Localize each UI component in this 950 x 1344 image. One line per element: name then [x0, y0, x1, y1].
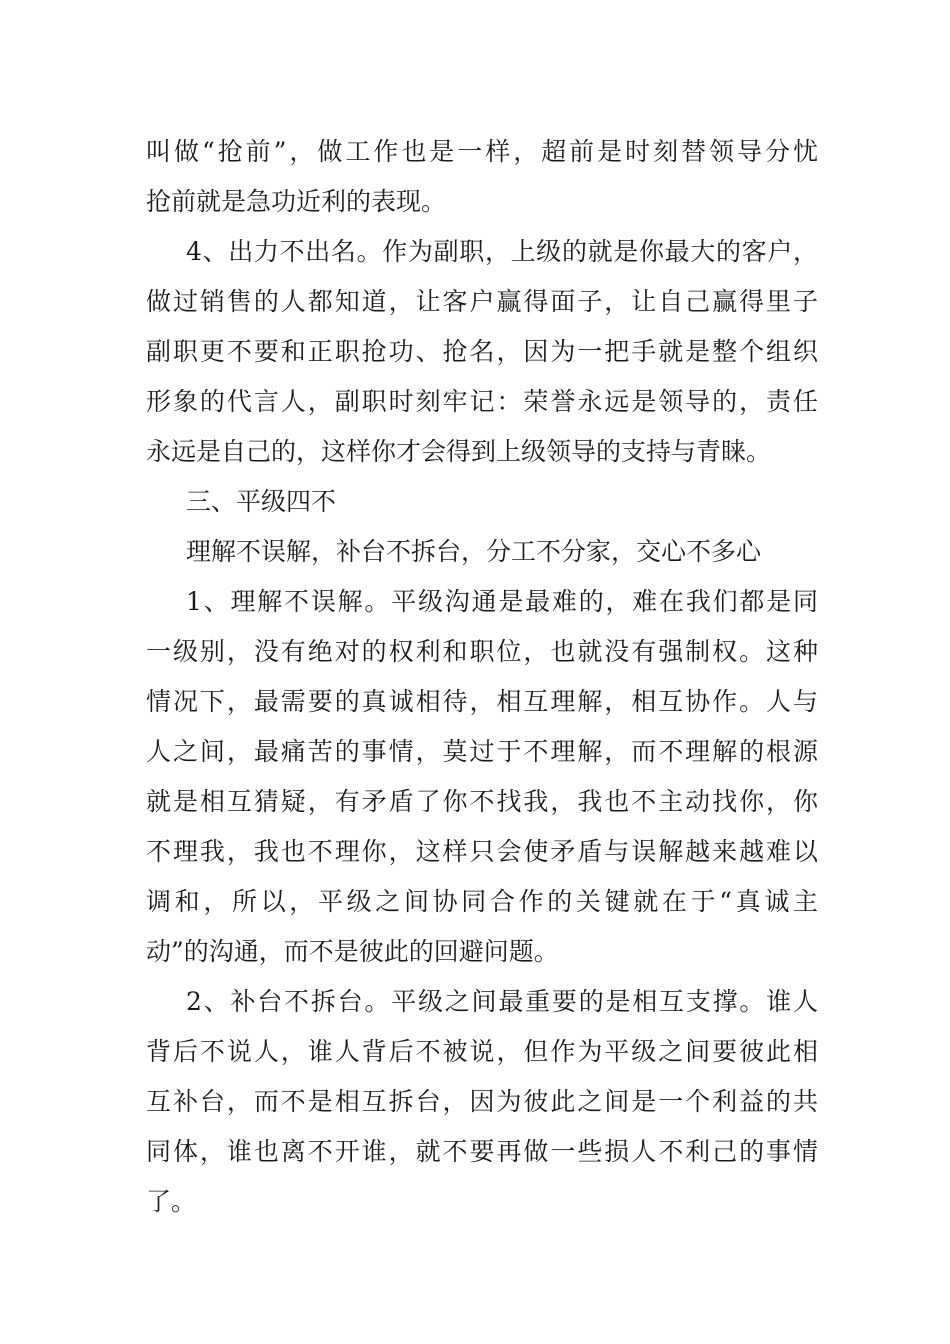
- text-line: 同体，谁也离不开谁，就不要再做一些损人不利己的事情: [146, 1137, 818, 1166]
- text-line: 人之间，最痛苦的事情，莫过于不理解，而不理解的根源: [146, 737, 818, 766]
- text-line: 做过销售的人都知道，让客户赢得面子，让自己赢得里子: [146, 287, 818, 316]
- text-line: 永远是自己的，这样你才会得到上级领导的支持与青睐。: [146, 437, 772, 466]
- document-body: [146, 127, 818, 1227]
- text-line: 叫做“抢前”，做工作也是一样，超前是时刻替领导分忧: [146, 137, 818, 166]
- text-line: 不理我，我也不理你，这样只会使矛盾与误解越来越难以: [146, 837, 818, 866]
- section-heading: 三、平级四不: [186, 487, 337, 516]
- paragraph-start-line: 4、出力不出名。作为副职，上级的就是你最大的客户，: [186, 237, 818, 266]
- text-line: 副职更不要和正职抢功、抢名，因为一把手就是整个组织: [146, 337, 818, 366]
- text-line: 就是相互猜疑，有矛盾了你不找我，我也不主动找你，你: [146, 787, 818, 816]
- text-line: 一级别，没有绝对的权利和职位，也就没有强制权。这种: [146, 637, 818, 666]
- text-line: 背后不说人，谁人背后不被说，但作为平级之间要彼此相: [146, 1037, 818, 1066]
- text-line: 抢前就是急功近利的表现。: [146, 187, 447, 216]
- text-line: 互补台，而不是相互拆台，因为彼此之间是一个利益的共: [146, 1087, 818, 1116]
- text-line: 形象的代言人，副职时刻牢记：荣誉永远是领导的，责任: [146, 387, 818, 416]
- text-line: 了。: [146, 1187, 197, 1216]
- text-line: 情况下，最需要的真诚相待，相互理解，相互协作。人与: [146, 687, 818, 716]
- text-line: 调和，所以，平级之间协同合作的关键就在于“真诚主: [146, 887, 818, 916]
- paragraph-start-line: 1、理解不误解。平级沟通是最难的，难在我们都是同: [186, 587, 818, 616]
- paragraph-start-line: 2、补台不拆台。平级之间最重要的是相互支撑。谁人: [186, 987, 818, 1016]
- section-summary: 理解不误解，补台不拆台，分工不分家，交心不多心: [186, 537, 762, 566]
- text-line: 动”的沟通，而不是彼此的回避问题。: [146, 937, 559, 966]
